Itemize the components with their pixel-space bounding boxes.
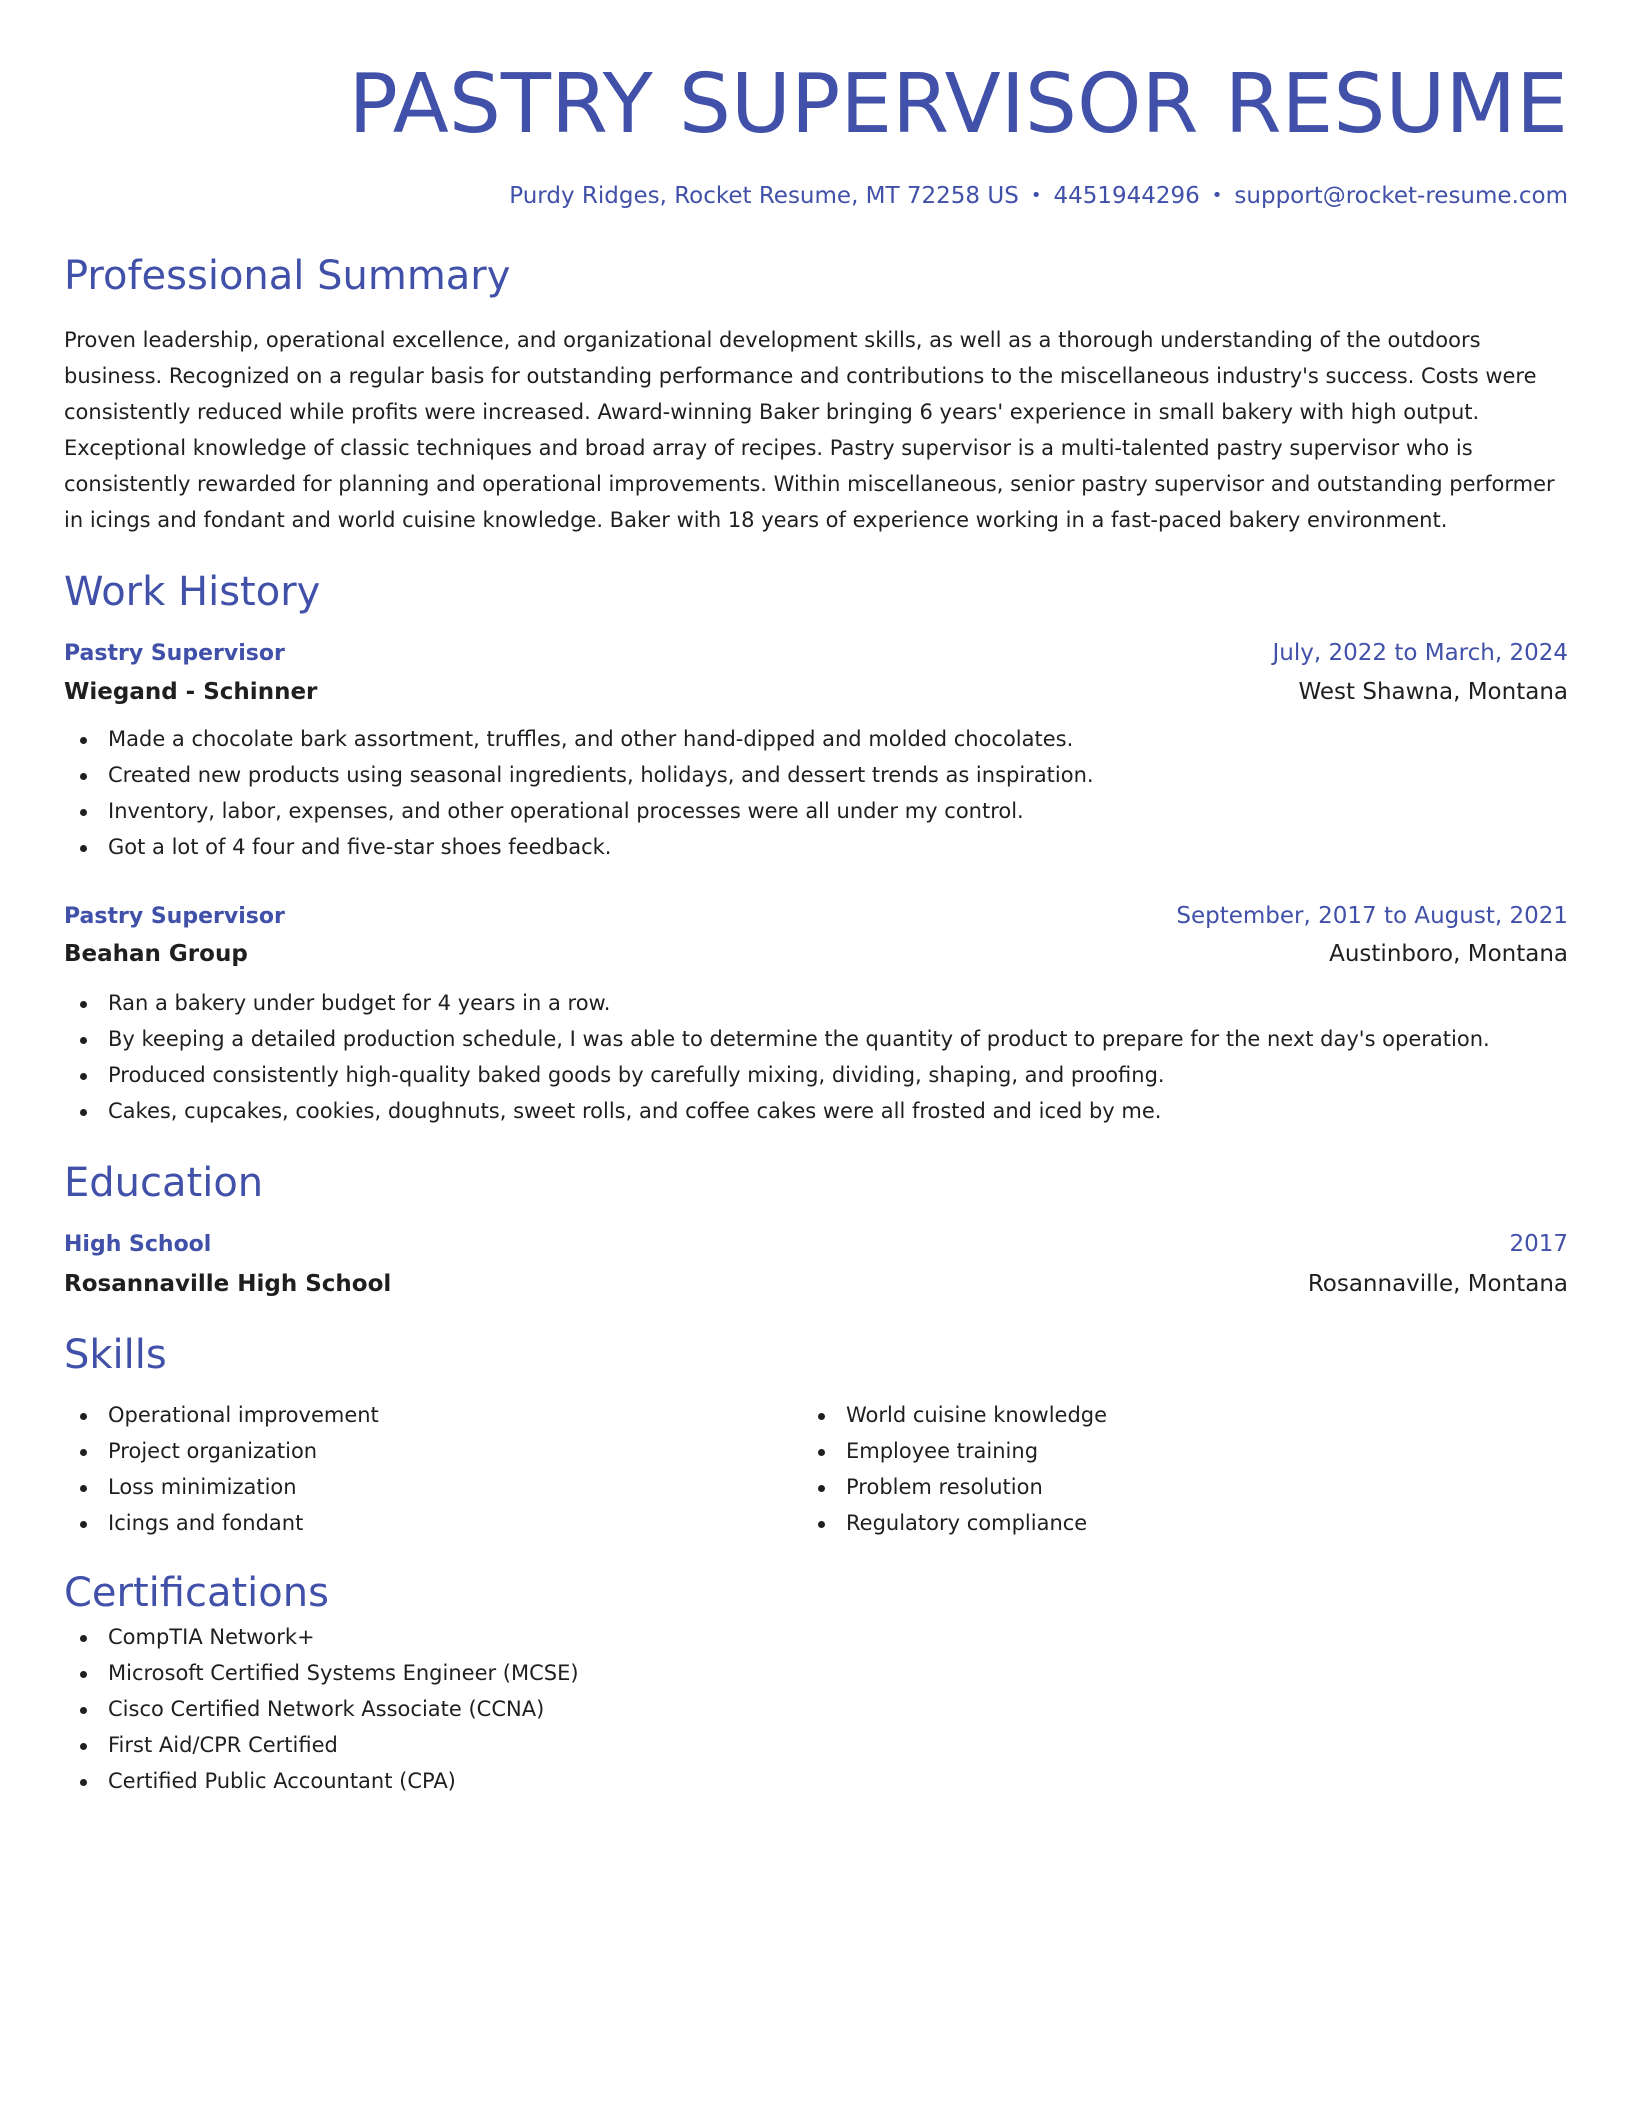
section-title-summary: Professional Summary: [64, 253, 511, 299]
list-item: Employee training: [802, 1433, 1540, 1469]
job-dates: July, 2022 to March, 2024: [1272, 640, 1568, 666]
section-title-certifications: Certifications: [64, 1570, 329, 1616]
contact-line: [64, 180, 1568, 212]
job-company: Beahan Group: [64, 941, 248, 967]
education-location: Rosannaville, Montana: [1307, 1271, 1568, 1297]
education-school-row: [64, 1269, 1568, 1299]
job-bullets: [64, 985, 1568, 1129]
education-year: 2017: [1509, 1231, 1568, 1257]
job-role-row: [64, 901, 1568, 932]
list-item: Project organization: [64, 1433, 802, 1469]
list-item: Loss minimization: [64, 1469, 802, 1505]
job-dates: September, 2017 to August, 2021: [1176, 903, 1568, 929]
list-item: CompTIA Network+: [64, 1619, 1568, 1655]
list-item: Cakes, cupcakes, cookies, doughnuts, sweet rolls, and coffee cakes were all frosted and iced by me.: [64, 1093, 1568, 1129]
skills-column-right: [802, 1397, 1540, 1541]
job-location: West Shawna, Montana: [1298, 679, 1568, 705]
list-item: Microsoft Certified Systems Engineer (MCSE): [64, 1655, 1568, 1691]
job-entry: [64, 901, 1568, 1129]
list-item: Got a lot of 4 four and five-star shoes feedback.: [64, 829, 1568, 865]
section-title-work-history: Work History: [64, 569, 321, 615]
contact-email[interactable]: support@rocket-resume.com: [1234, 183, 1568, 209]
job-company-row: [64, 939, 1568, 969]
resume-title: PASTRY SUPERVISOR RESUME: [348, 57, 1568, 152]
contact-separator: •: [1030, 185, 1042, 206]
education-degree: High School: [64, 1232, 212, 1257]
skills-list-left: [64, 1397, 802, 1541]
list-item: By keeping a detailed production schedule, I was able to determine the quantity of product to prepare for the next day's operation.: [64, 1021, 1568, 1057]
contact-address: Purdy Ridges, Rocket Resume, MT 72258 US: [509, 183, 1019, 209]
education-entry: [64, 1229, 1568, 1299]
resume-header: [64, 54, 1568, 212]
section-title-education: Education: [64, 1160, 264, 1206]
list-item: Cisco Certified Network Associate (CCNA): [64, 1691, 1568, 1727]
education-school: Rosannaville High School: [64, 1271, 392, 1297]
list-item: Regulatory compliance: [802, 1505, 1540, 1541]
job-entry: [64, 638, 1568, 865]
contact-phone[interactable]: 4451944296: [1053, 183, 1200, 209]
job-role: Pastry Supervisor: [64, 904, 285, 929]
certifications-list: [64, 1619, 1568, 1799]
list-item: Produced consistently high-quality baked goods by carefully mixing, dividing, shaping, and proofing.: [64, 1057, 1568, 1093]
job-location: Austinboro, Montana: [1329, 941, 1568, 967]
list-item: Icings and fondant: [64, 1505, 802, 1541]
list-item: Problem resolution: [802, 1469, 1540, 1505]
contact-separator: •: [1211, 185, 1223, 206]
list-item: Certified Public Accountant (CPA): [64, 1763, 1568, 1799]
skills-column-left: [64, 1397, 802, 1541]
skills-grid: [64, 1397, 1568, 1541]
summary-paragraph: Proven leadership, operational excellence, and organizational development skills, as well as a thorough understanding of the outdoors business. Recognized on a regular basis for outstanding performance and contributions to the miscellaneous industry's success. Costs were consistently reduced while profits were increased. Award-winning Baker bringing 6 years' experience in small bakery with high output. Exceptional knowledge of classic techniques and broad array of recipes. Pastry supervisor is a multi-talented pastry supervisor who is consistently rewarded for planning and operational improvements. Within miscellaneous, senior pastry supervisor and outstanding performer in icings and fondant and world cuisine knowledge. Baker with 18 years of experience working in a fast-paced bakery environment.: [64, 328, 1555, 532]
list-item: First Aid/CPR Certified: [64, 1727, 1568, 1763]
job-bullets: [64, 721, 1568, 865]
list-item: Ran a bakery under budget for 4 years in a row.: [64, 985, 1568, 1021]
job-role-row: [64, 638, 1568, 669]
list-item: Operational improvement: [64, 1397, 802, 1433]
job-role: Pastry Supervisor: [64, 641, 285, 666]
job-company-row: [64, 677, 1568, 707]
education-degree-row: [64, 1229, 1568, 1260]
list-item: World cuisine knowledge: [802, 1397, 1540, 1433]
list-item: Made a chocolate bark assortment, truffles, and other hand-dipped and molded chocolates.: [64, 721, 1568, 757]
job-company: Wiegand - Schinner: [64, 679, 318, 705]
section-title-skills: Skills: [64, 1332, 167, 1378]
skills-list-right: [802, 1397, 1540, 1541]
list-item: Inventory, labor, expenses, and other operational processes were all under my control.: [64, 793, 1568, 829]
list-item: Created new products using seasonal ingredients, holidays, and dessert trends as inspiration.: [64, 757, 1568, 793]
